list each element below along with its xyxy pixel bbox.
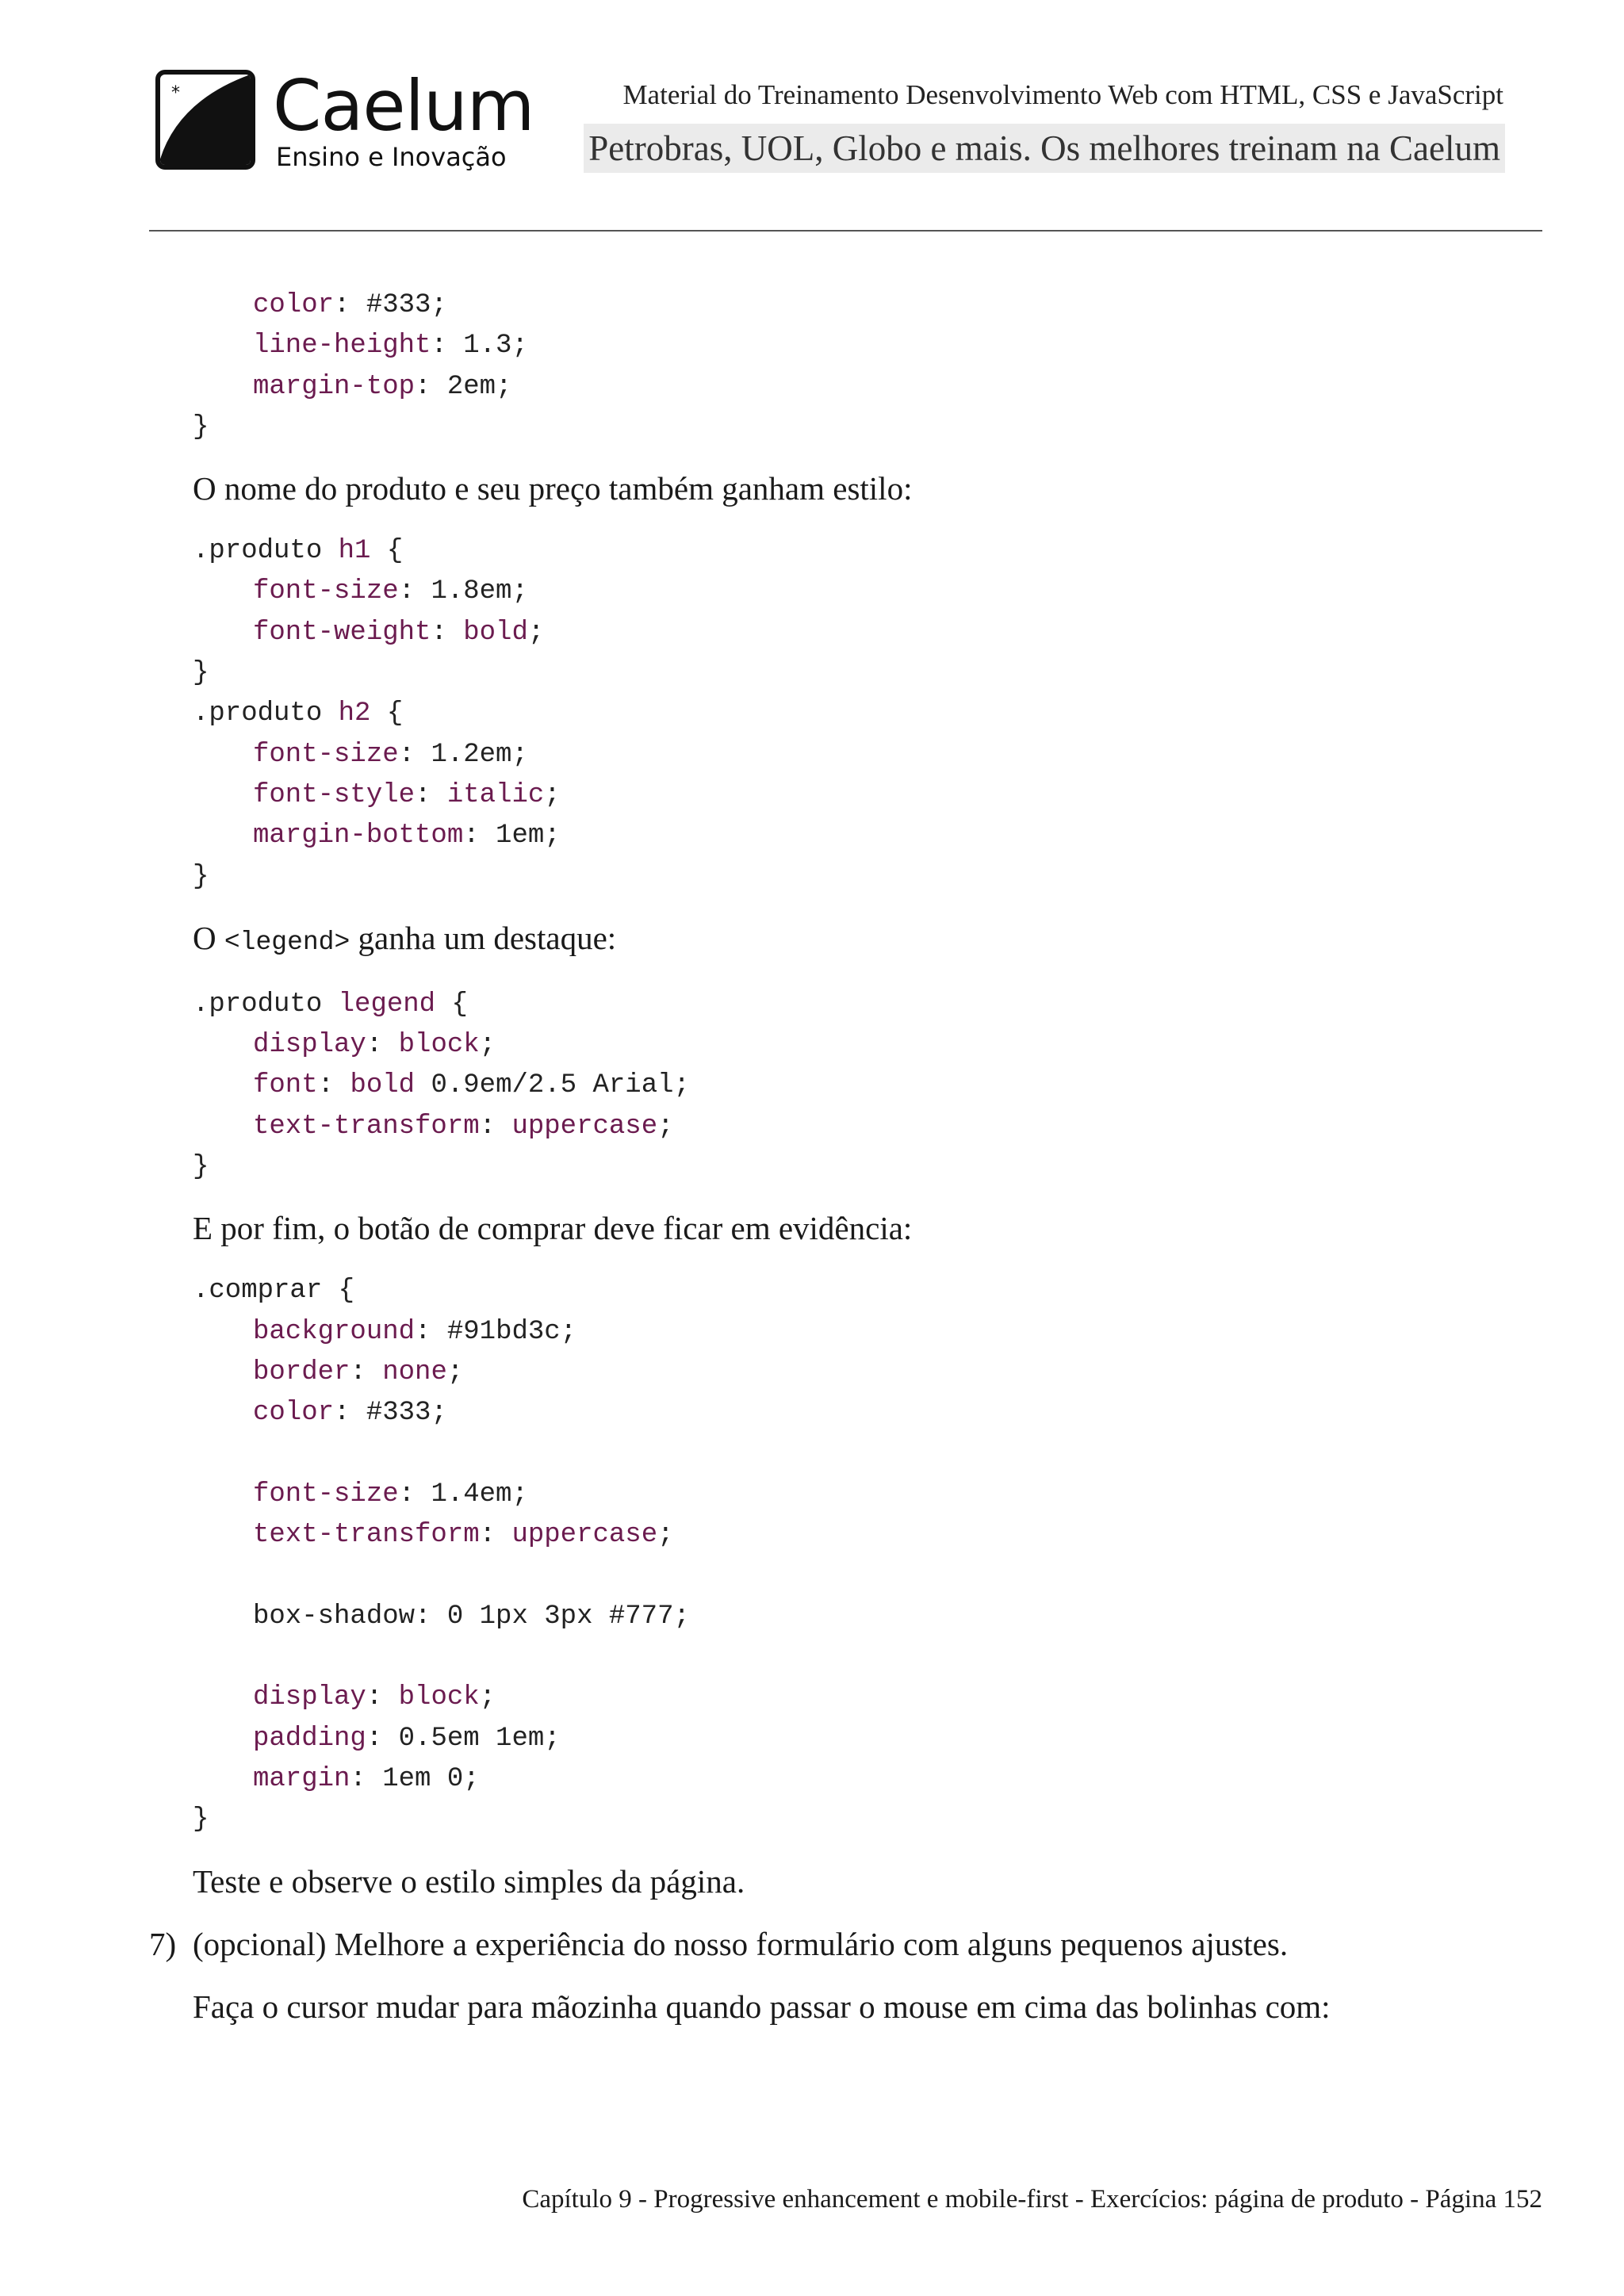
- css-semicolon: ;: [479, 1682, 496, 1713]
- css-value: : 1.3;: [431, 331, 528, 362]
- css-selector-tag: h1: [338, 536, 371, 567]
- css-property: margin: [253, 1763, 350, 1794]
- css-semicolon: ;: [479, 1030, 496, 1061]
- css-keyword: none: [382, 1357, 447, 1387]
- css-colon: :: [366, 1682, 399, 1713]
- css-property: display: [253, 1682, 366, 1713]
- css-property: font-weight: [253, 617, 431, 648]
- css-close-brace: }: [193, 658, 209, 689]
- css-value: : 1em 0;: [350, 1763, 480, 1794]
- page-content: [0, 285, 1624, 2049]
- css-colon: :: [479, 1520, 512, 1551]
- code-block-produto-headings: [193, 531, 1624, 897]
- code-block-continuation: [193, 285, 1624, 448]
- css-selector: .comprar {: [193, 1276, 355, 1307]
- list-item-number: 7): [149, 1925, 177, 1962]
- paragraph: E por fim, o botão de comprar deve ficar em evidência:: [193, 1210, 913, 1247]
- css-close-brace: }: [193, 1152, 209, 1183]
- css-property: border: [253, 1357, 350, 1387]
- css-keyword: italic: [446, 779, 545, 810]
- blank-line: [193, 1556, 1624, 1596]
- code-block-comprar: [193, 1271, 1624, 1840]
- css-keyword: bold: [350, 1070, 416, 1101]
- paragraph-legend: [193, 918, 1541, 962]
- css-colon: :: [479, 1111, 512, 1142]
- css-keyword: block: [398, 1030, 480, 1061]
- css-colon: :: [317, 1070, 350, 1101]
- css-colon: :: [431, 617, 464, 648]
- code-block-produto-legend: [193, 985, 1624, 1188]
- paragraph-text: O: [193, 919, 224, 956]
- blank-line: [193, 1637, 1624, 1678]
- css-property: text-transform: [253, 1111, 480, 1142]
- css-colon: :: [366, 1030, 399, 1061]
- css-value: : #333;: [334, 1398, 447, 1429]
- header-subtitle: Material do Treinamento Desenvolvimento Web com HTML, CSS e JavaScript: [622, 79, 1503, 110]
- paragraph: Faça o cursor mudar para mãozinha quando passar o mouse em cima das bolinhas com:: [193, 1988, 1331, 2025]
- css-value: : 2em;: [415, 371, 512, 402]
- css-close-brace: }: [193, 1804, 209, 1835]
- css-property: font-size: [253, 739, 399, 770]
- css-property: padding: [253, 1723, 366, 1754]
- list-item-7: [149, 1924, 1541, 1965]
- css-open-brace: {: [370, 698, 404, 729]
- css-colon: :: [350, 1357, 383, 1387]
- caelum-logo-icon: [155, 70, 255, 170]
- css-property: font-size: [253, 1479, 399, 1510]
- list-item-text: (opcional) Melhore a experiência do nosso formulário com alguns pequenos ajustes.: [193, 1925, 1289, 1962]
- css-close-brace: }: [193, 861, 209, 892]
- css-semicolon: ;: [657, 1520, 674, 1551]
- css-property: font-style: [253, 779, 416, 810]
- css-value: : 1em;: [463, 821, 561, 851]
- css-selector-tag: h2: [338, 698, 371, 729]
- css-property: font-size: [253, 576, 399, 607]
- css-property: color: [253, 1398, 335, 1429]
- css-value: : 1.2em;: [398, 739, 528, 770]
- css-semicolon: ;: [527, 617, 545, 648]
- css-declaration: box-shadow: 0 1px 3px #777;: [253, 1601, 690, 1632]
- css-keyword: uppercase: [511, 1520, 658, 1551]
- css-selector: .produto: [193, 536, 339, 567]
- header-promo: Petrobras, UOL, Globo e mais. Os melhores treinam na Caelum: [584, 124, 1505, 173]
- css-value: : #91bd3c;: [415, 1316, 577, 1347]
- paragraph-text: ganha um destaque:: [350, 919, 617, 956]
- css-keyword: uppercase: [511, 1111, 658, 1142]
- css-value: 0.9em/2.5 Arial;: [415, 1070, 690, 1101]
- css-semicolon: ;: [657, 1111, 674, 1142]
- logo-name: Caelum: [273, 65, 534, 147]
- css-semicolon: ;: [544, 779, 561, 810]
- css-property: line-height: [253, 331, 431, 362]
- css-selector: .produto: [193, 989, 339, 1020]
- css-property: font: [253, 1070, 318, 1101]
- css-value: : 0.5em 1em;: [366, 1723, 561, 1754]
- css-selector: .produto: [193, 698, 339, 729]
- page-header: [0, 0, 1624, 238]
- logo-tagline: Ensino e Inovação: [276, 142, 507, 172]
- css-open-brace: {: [435, 989, 468, 1020]
- css-close-brace: }: [193, 411, 209, 442]
- page-footer: Capítulo 9 - Progressive enhancement e mobile-first - Exercícios: página de produto - Página 152: [522, 2185, 1542, 2214]
- css-property: margin-top: [253, 371, 416, 402]
- css-keyword: bold: [463, 617, 528, 648]
- paragraph: Teste e observe o estilo simples da página.: [193, 1862, 745, 1900]
- css-property: display: [253, 1030, 366, 1061]
- css-open-brace: {: [370, 536, 404, 567]
- css-value: : #333;: [334, 290, 447, 320]
- css-property: color: [253, 290, 335, 320]
- css-colon: :: [415, 779, 447, 810]
- css-value: : 1.8em;: [398, 576, 528, 607]
- inline-code: <legend>: [224, 927, 350, 957]
- css-selector-tag: legend: [338, 989, 436, 1020]
- svg-text:*: *: [171, 83, 180, 103]
- paragraph: O nome do produto e seu preço também ganham estilo:: [193, 470, 913, 507]
- css-property: text-transform: [253, 1520, 480, 1551]
- header-divider: [149, 230, 1542, 232]
- css-value: : 1.4em;: [398, 1479, 528, 1510]
- css-semicolon: ;: [446, 1357, 464, 1387]
- blank-line: [193, 1434, 1624, 1475]
- css-keyword: block: [398, 1682, 480, 1713]
- css-property: background: [253, 1316, 416, 1347]
- css-property: margin-bottom: [253, 821, 464, 851]
